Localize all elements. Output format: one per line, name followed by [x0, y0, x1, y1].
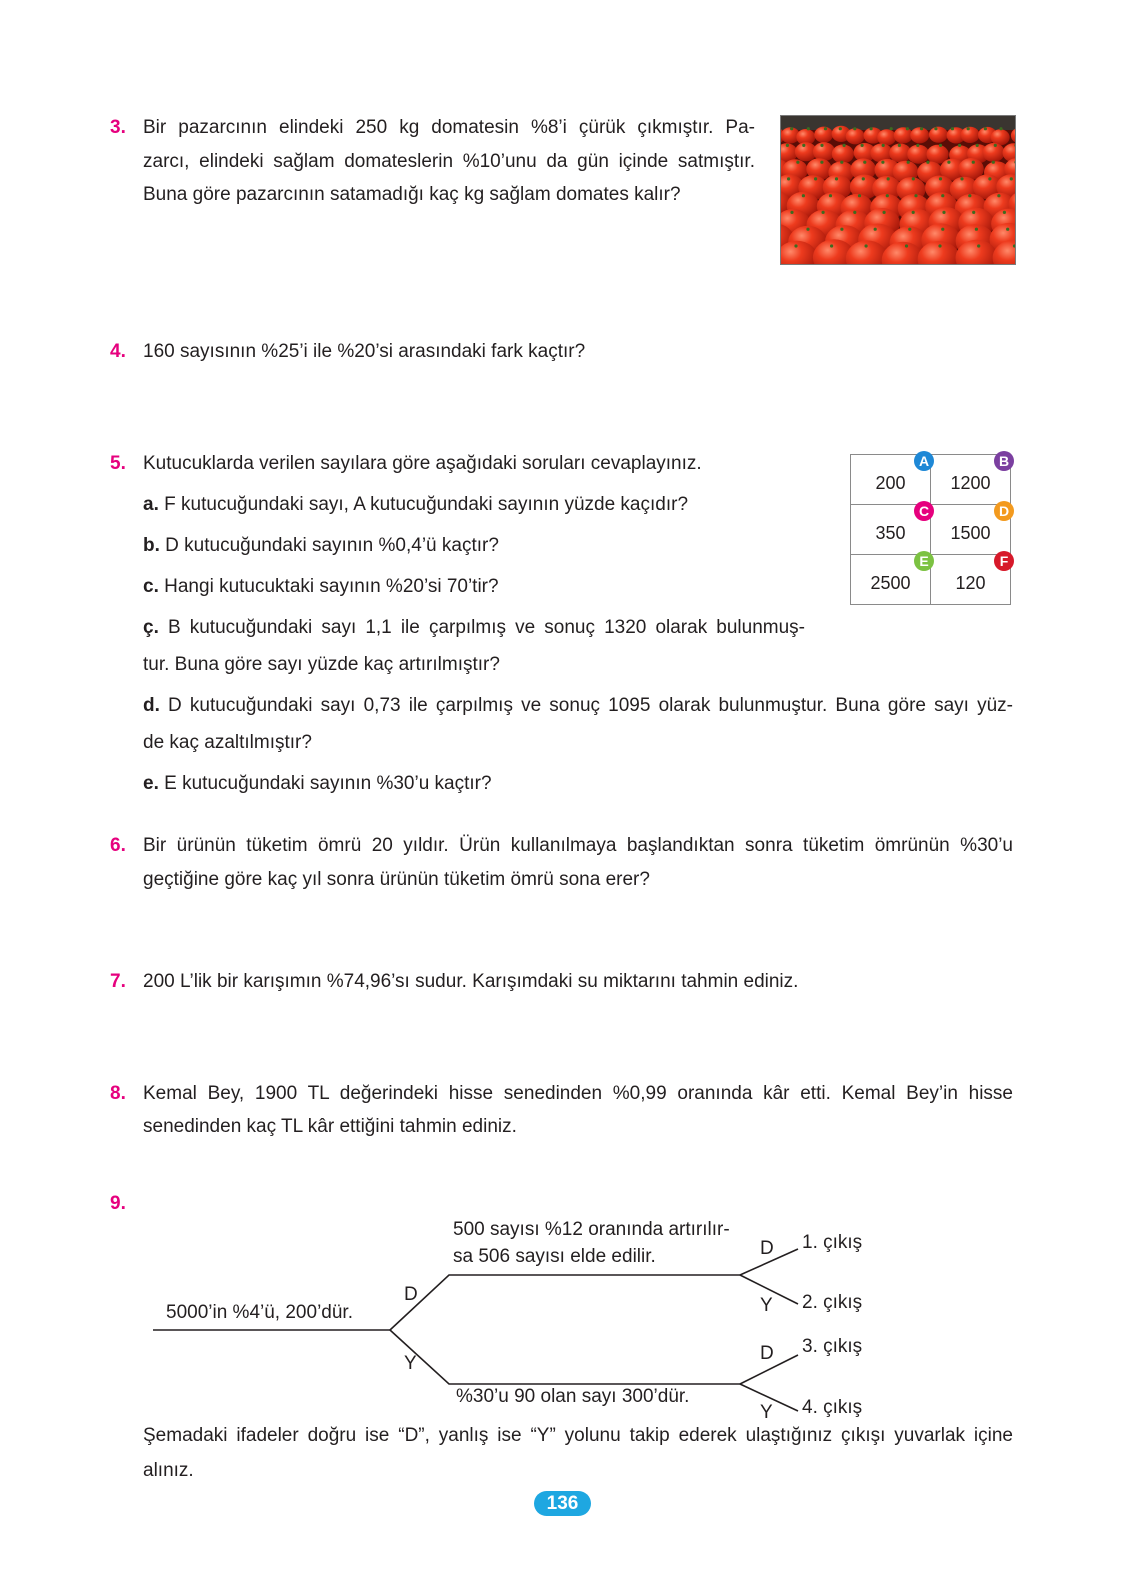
- question-5b-text: D kutucuğundaki sayının %0,4’ü kaçtır?: [165, 535, 499, 556]
- box-d-badge: D: [994, 501, 1014, 521]
- question-9-instruction-line-2: alınız.: [143, 1460, 194, 1481]
- question-5-intro: Kutucuklarda verilen sayılara göre aşağıdaki soruları cevaplayınız.: [143, 453, 702, 474]
- question-6-line-2: geçtiğine göre kaç yıl sonra ürünün tüketim ömrü sona erer?: [143, 869, 650, 890]
- question-3-line-3: Buna göre pazarcının satamadığı kaç kg sağlam domates kalır?: [143, 184, 681, 205]
- question-5e-text: E kutucuğundaki sayının %30’u kaçtır?: [164, 773, 492, 794]
- question-5c-text: Hangi kutucuktaki sayının %20’si 70’tir?: [164, 576, 499, 597]
- question-5-number: 5.: [110, 453, 126, 474]
- box-f-value: 120: [955, 573, 986, 593]
- tree-root-statement: 5000’in %4’ü, 200’dür.: [166, 1302, 353, 1323]
- box-b-value: 1200: [950, 473, 991, 493]
- question-3-line-1: Bir pazarcının elindeki 250 kg domatesin %8’i çürük çıkmıştır. Pa-: [143, 117, 755, 138]
- tree-lower-d-label: D: [760, 1343, 774, 1364]
- question-4-number: 4.: [110, 341, 126, 362]
- question-5d-text-1: D kutucuğundaki sayı 0,73 ile çarpılmış ve sonuç 1095 olarak bulunmuştur. Buna göre sayı yüz-: [168, 695, 1013, 716]
- question-5e-label: e.: [143, 773, 159, 794]
- question-9-number: 9.: [110, 1193, 126, 1214]
- question-6-line-1: Bir ürünün tüketim ömrü 20 yıldır. Ürün kullanılmaya başlandıktan sonra tüketim ömrünün %30’u: [143, 835, 1013, 856]
- question-5c-label: c.: [143, 576, 159, 597]
- question-7-number: 7.: [110, 971, 126, 992]
- question-5a-label: a.: [143, 494, 159, 515]
- question-3-number: 3.: [110, 117, 126, 138]
- question-5cc-text-1: B kutucuğundaki sayı 1,1 ile çarpılmış ve sonuç 1320 olarak bulunmuş-: [167, 617, 806, 638]
- tree-upper-statement-line-2: sa 506 sayısı elde edilir.: [453, 1246, 656, 1267]
- question-5cc-line-2: tur. Buna göre sayı yüzde kaç artırılmıştır?: [143, 654, 500, 675]
- question-6-number: 6.: [110, 835, 126, 856]
- question-8-line-2: senedinden kaç TL kâr ettiğini tahmin ediniz.: [143, 1116, 517, 1137]
- question-8-number: 8.: [110, 1083, 126, 1104]
- tree-upper-y-label: Y: [760, 1295, 773, 1316]
- box-a-value: 200: [875, 473, 906, 493]
- tree-lower-y-label: Y: [760, 1402, 773, 1423]
- question-5d-line-2: de kaç azaltılmıştır?: [143, 732, 312, 753]
- exit-3: 3. çıkış: [802, 1336, 863, 1357]
- question-3-line-2: zarcı, elindeki sağlam domateslerin %10’unu da gün içinde satmıştır.: [143, 151, 755, 172]
- question-7-text: 200 L’lik bir karışımın %74,96’sı sudur. Karışımdaki su miktarını tahmin ediniz.: [143, 971, 799, 992]
- box-c-badge: C: [914, 501, 934, 521]
- exit-1: 1. çıkış: [802, 1232, 863, 1253]
- tree-lower-branch: [390, 1330, 740, 1384]
- box-e-value: 2500: [870, 573, 911, 593]
- box-c-value: 350: [875, 523, 906, 543]
- tree-lower-statement: %30’u 90 olan sayı 300’dür.: [456, 1386, 690, 1407]
- tree-upper-branch: [390, 1275, 740, 1330]
- box-b-badge: B: [994, 451, 1014, 471]
- question-5a-text: F kutucuğundaki sayı, A kutucuğundaki sayının yüzde kaçıdır?: [164, 494, 689, 515]
- question-9-instruction-line-1: Şemadaki ifadeler doğru ise “D”, yanlış ise “Y” yolunu takip ederek ulaştığınız çıkışı yuvarlak içine: [143, 1425, 1013, 1446]
- page-number: 136: [534, 1491, 591, 1516]
- question-5d-label: d.: [143, 695, 160, 716]
- tree-root-y-label: Y: [404, 1353, 417, 1374]
- box-f-badge: F: [994, 551, 1014, 571]
- exit-4: 4. çıkış: [802, 1397, 863, 1418]
- tree-upper-statement-line-1: 500 sayısı %12 oranında artırılır-: [453, 1219, 730, 1240]
- question-8-line-1: Kemal Bey, 1900 TL değerindeki hisse senedinden %0,99 oranında kâr etti. Kemal Bey’in hisse: [143, 1083, 1013, 1104]
- box-e-badge: E: [914, 551, 934, 571]
- tree-upper-d-label: D: [760, 1238, 774, 1259]
- box-d-value: 1500: [950, 523, 991, 543]
- tree-root-d-label: D: [404, 1284, 418, 1305]
- question-5b-label: b.: [143, 535, 160, 556]
- box-a-badge: A: [914, 451, 934, 471]
- exit-2: 2. çıkış: [802, 1292, 863, 1313]
- question-4-text: 160 sayısının %25’i ile %20’si arasındaki fark kaçtır?: [143, 341, 586, 362]
- question-5cc-label: ç.: [143, 617, 159, 638]
